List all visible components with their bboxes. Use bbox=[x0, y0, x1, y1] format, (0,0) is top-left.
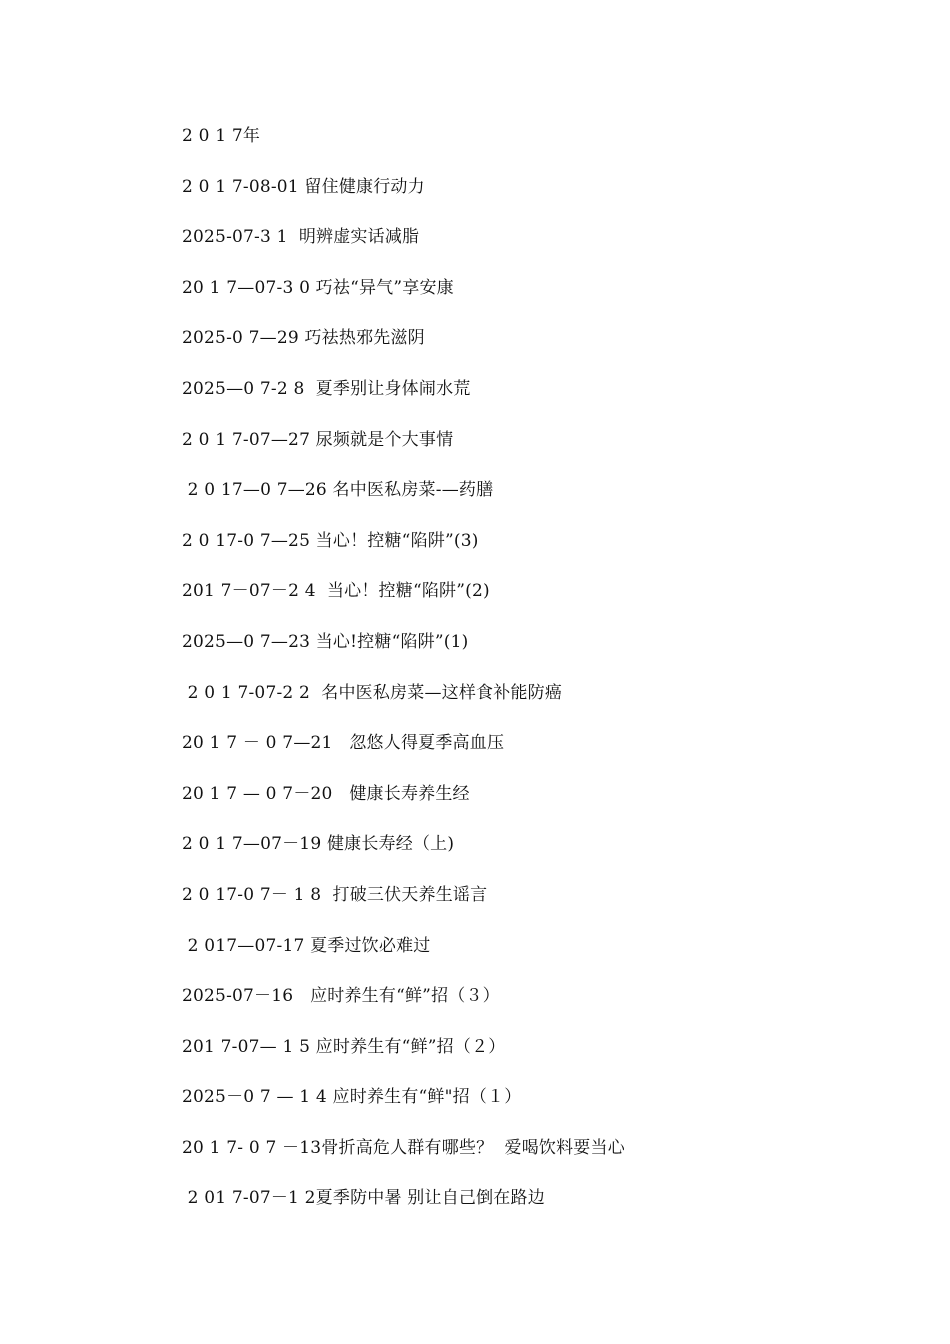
list-item: 20 1 7- 0 7 －13骨折高危人群有哪些？ 爱喝饮料要当心 bbox=[182, 1137, 625, 1158]
list-item: 2025－0 7 — 1 4 应时养生有“鲜"招（１） bbox=[182, 1087, 522, 1108]
list-item: 2 0 17—0 7—26 名中医私房菜-—药膳 bbox=[182, 480, 494, 501]
list-item: 20 1 7 － 0 7—21 忽悠人得夏季高血压 bbox=[182, 733, 505, 754]
list-item: 20 1 7—07-3 0 巧祛“异气”享安康 bbox=[182, 277, 454, 298]
list-item: 2 01 7-07－1 2夏季防中暑 别让自己倒在路边 bbox=[182, 1188, 545, 1209]
list-item: 2025—0 7-2 8 夏季别让身体闹水荒 bbox=[182, 378, 471, 399]
list-item: 2 0 17-0 7－ 1 8 打破三伏天养生谣言 bbox=[182, 884, 488, 905]
year-heading: 2 0 1 7年 bbox=[182, 126, 261, 146]
article-list bbox=[182, 124, 882, 1237]
list-item: 2025-07－16 应时养生有“鲜”招（３） bbox=[182, 986, 500, 1007]
list-item: 2025—0 7—23 当心!控糖“陷阱”(1) bbox=[182, 631, 469, 652]
list-item: 2 0 1 7-07-2 2 名中医私房菜—这样食补能防癌 bbox=[182, 682, 563, 703]
list-item: 2 0 1 7-08-01 留住健康行动力 bbox=[182, 176, 425, 197]
list-item: 201 7－07－2 4 当心！控糖“陷阱”(2) bbox=[182, 581, 490, 602]
list-item: 2 0 1 7—07－19 健康长寿经（上) bbox=[182, 834, 455, 855]
list-item: 201 7-07— 1 5 应时养生有“鲜”招（２） bbox=[182, 1036, 506, 1057]
list-item: 20 1 7 — 0 7－20 健康长寿养生经 bbox=[182, 783, 470, 804]
list-item: 2 0 17-0 7—25 当心！控糖“陷阱”(3) bbox=[182, 530, 479, 551]
list-item: 2 017—07-17 夏季过饮必难过 bbox=[182, 935, 431, 956]
list-item: 2025-07-3 1 明辨虚实话减脂 bbox=[182, 227, 420, 248]
list-item: 2025-0 7—29 巧祛热邪先滋阴 bbox=[182, 328, 425, 349]
list-item: 2 0 1 7-07—27 尿频就是个大事情 bbox=[182, 429, 454, 450]
